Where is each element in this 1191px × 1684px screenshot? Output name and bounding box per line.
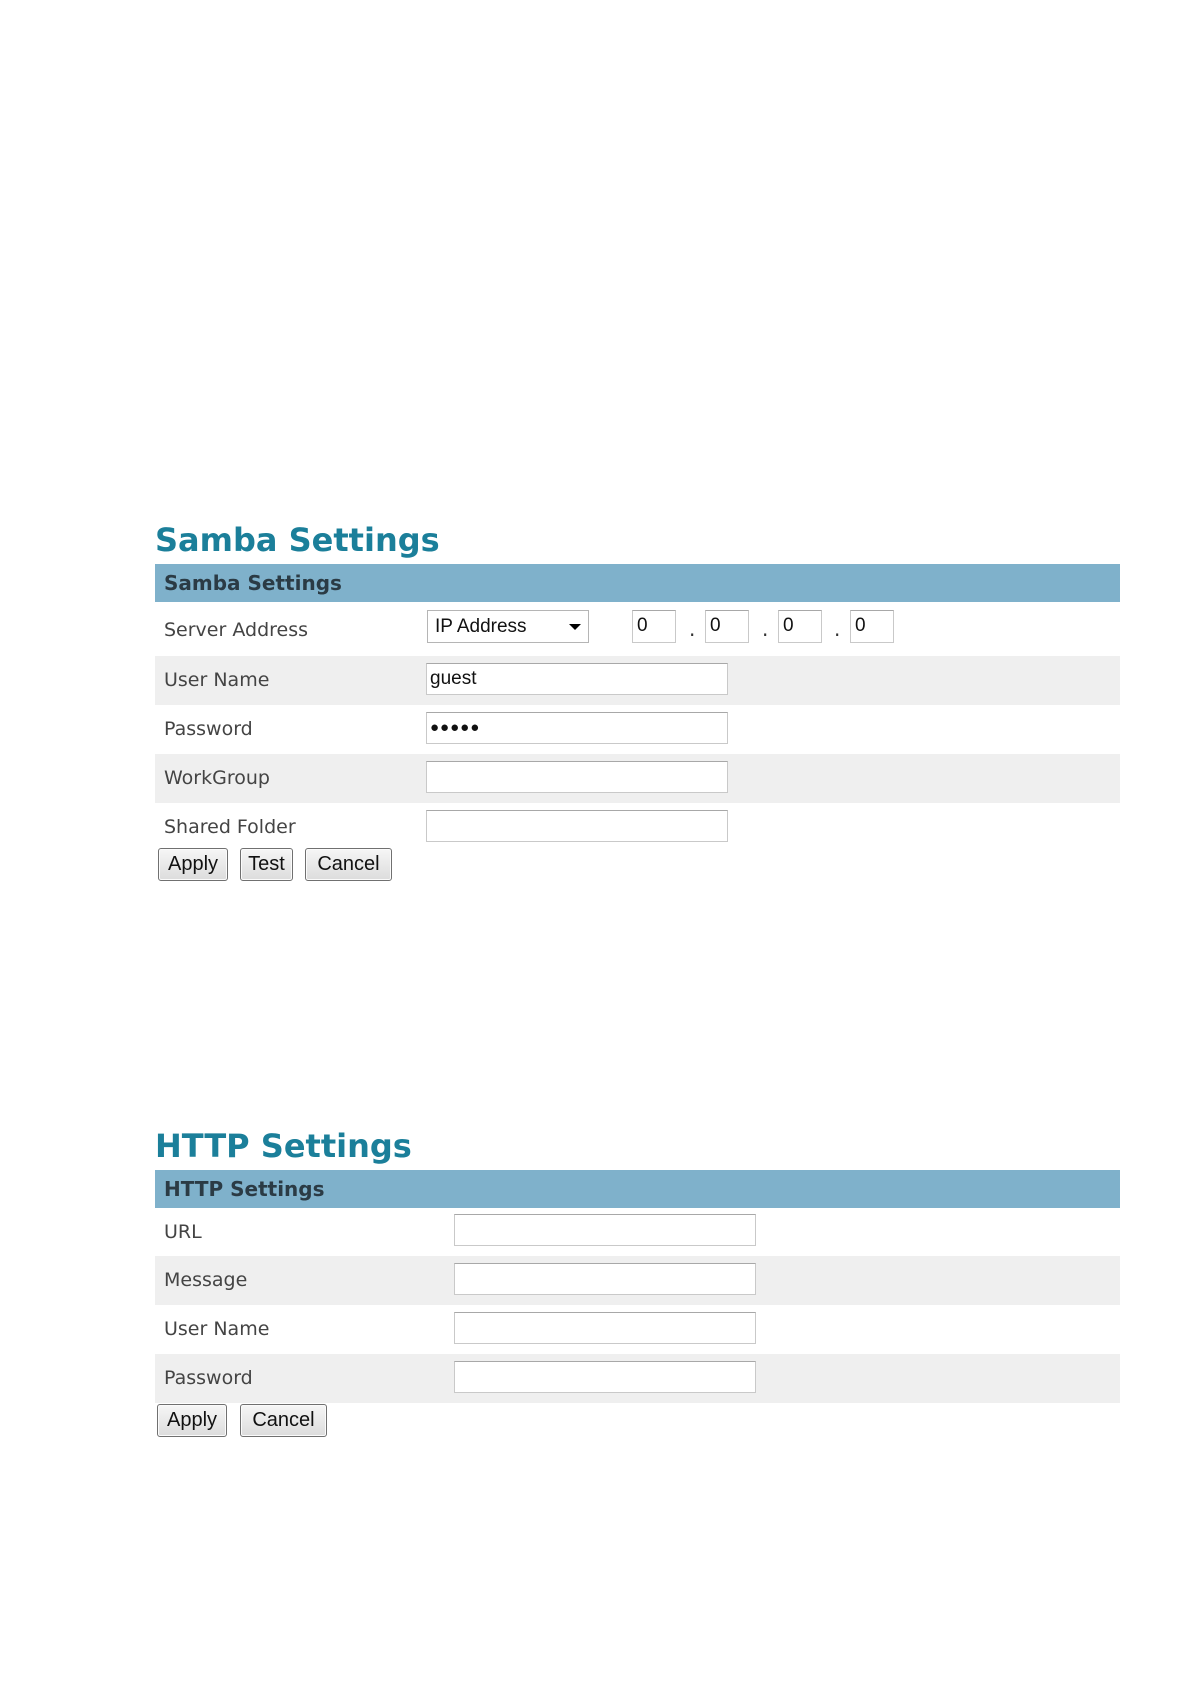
ip-separator: . (689, 617, 696, 641)
http-settings-section (155, 1126, 1120, 1443)
server-address-type-value: IP Address (435, 616, 527, 637)
samba-apply-button[interactable]: Apply (158, 848, 228, 881)
ip-octet-3-input[interactable]: 0 (778, 610, 822, 643)
http-password-label: Password (164, 1367, 253, 1389)
ip-separator: . (762, 617, 769, 641)
samba-settings-section (155, 520, 1120, 887)
samba-user-name-label: User Name (164, 669, 270, 691)
samba-password-row (155, 705, 1120, 754)
server-address-label: Server Address (164, 619, 309, 641)
http-section-header: HTTP Settings (155, 1170, 1120, 1208)
http-password-row (155, 1354, 1120, 1403)
http-password-input[interactable] (454, 1361, 756, 1393)
http-button-bar (155, 1403, 1120, 1443)
server-address-type-select[interactable] (427, 610, 589, 643)
samba-password-label: Password (164, 718, 253, 740)
samba-user-name-input[interactable]: guest (426, 663, 728, 695)
url-input[interactable] (454, 1214, 756, 1246)
ip-octet-2-input[interactable]: 0 (705, 610, 749, 643)
samba-cancel-button[interactable]: Cancel (305, 848, 392, 881)
shared-folder-input[interactable] (426, 810, 728, 842)
http-user-name-input[interactable] (454, 1312, 756, 1344)
message-label: Message (164, 1269, 248, 1291)
server-address-row (155, 602, 1120, 656)
ip-separator: . (834, 617, 841, 641)
http-cancel-button[interactable]: Cancel (240, 1404, 327, 1437)
samba-page-title: Samba Settings (155, 521, 440, 559)
samba-button-bar (155, 847, 1120, 887)
http-user-name-label: User Name (164, 1318, 270, 1340)
ip-octet-1-input[interactable]: 0 (632, 610, 676, 643)
http-page-title: HTTP Settings (155, 1127, 412, 1165)
samba-user-name-row (155, 656, 1120, 705)
ip-octet-4-input[interactable]: 0 (850, 610, 894, 643)
shared-folder-row (155, 803, 1120, 847)
workgroup-input[interactable] (426, 761, 728, 793)
chevron-down-icon (569, 624, 581, 630)
samba-test-button[interactable]: Test (240, 848, 293, 881)
http-apply-button[interactable]: Apply (157, 1404, 227, 1437)
url-label: URL (164, 1221, 202, 1243)
message-row (155, 1256, 1120, 1305)
samba-password-input[interactable]: ●●●●● (426, 712, 728, 744)
shared-folder-label: Shared Folder (164, 816, 296, 838)
message-input[interactable] (454, 1263, 756, 1295)
http-user-name-row (155, 1305, 1120, 1354)
samba-section-header: Samba Settings (155, 564, 1120, 602)
url-row (155, 1208, 1120, 1256)
workgroup-label: WorkGroup (164, 767, 270, 789)
workgroup-row (155, 754, 1120, 803)
